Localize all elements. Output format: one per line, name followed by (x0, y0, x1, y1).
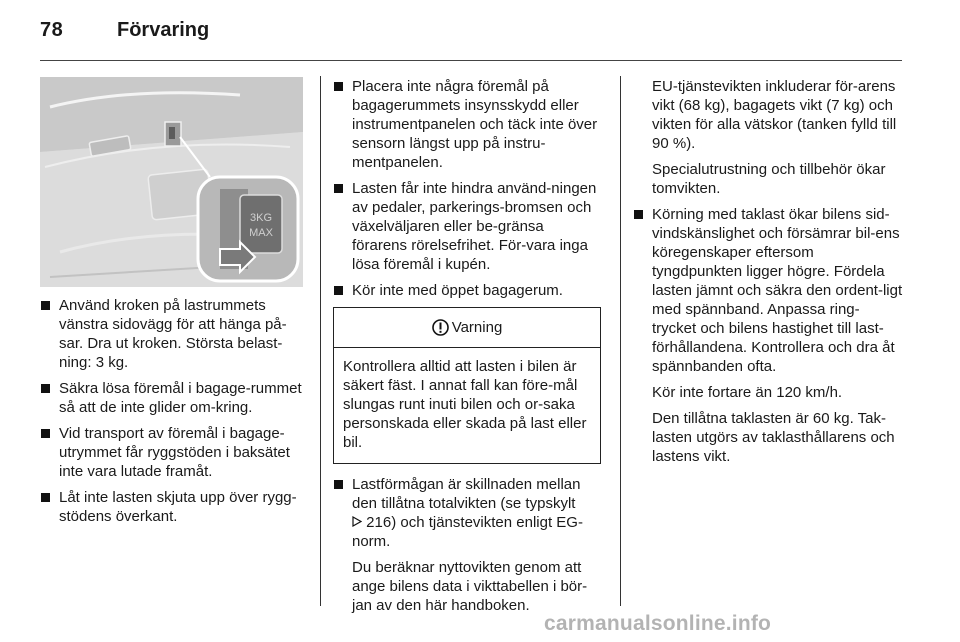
bullet-square-icon (41, 384, 50, 393)
list-item: Placera inte några föremål på bagagerummets insynsskydd eller instrumentpanelen och täck inte över sensorn längst upp på instru-mentpanelen. (333, 77, 601, 172)
middle-bullet-list-2 (333, 475, 601, 615)
luggage-hook-illustration (40, 77, 303, 287)
list-item: Vid transport av föremål i bagage-utrymmet får ryggstöden i baksätet inte vara lutade framåt. (40, 424, 308, 481)
bullet-square-icon (334, 184, 343, 193)
bullet-square-icon (41, 301, 50, 310)
column-divider (620, 76, 621, 606)
column-divider (320, 76, 321, 606)
bullet-square-icon (334, 286, 343, 295)
page-reference-link[interactable]: 216 (366, 514, 392, 531)
list-item: Säkra lösa föremål i bagage-rummet så att de inte glider om-kring. (40, 379, 308, 417)
hook-label-weight: 3KG (249, 212, 273, 224)
bullet-square-icon (41, 429, 50, 438)
list-item: Låt inte lasten skjuta upp över rygg-stödens överkant. (40, 488, 308, 526)
watermark: carmanualsonline.info (544, 612, 772, 635)
hook-label-max: MAX (249, 227, 273, 239)
middle-column (333, 77, 601, 622)
list-item: Körning med taklast ökar bilens sid-vindskänslighet och försämrar bil-ens köregenskaper eftersom tyngdpunkten ligger högre. Fördela lasten jämnt och säkra den ordent-ligt med spännband. Anpassa ring-trycket och bilens hastighet till last-förhållandena. Kontrollera och dra åt spännbanden ofta. Kör inte fortare än 120 km/h. Den tillåtna taklasten är 60 kg. Tak-lasten utgörs av taklasthållarens och lastens vikt. (633, 205, 903, 466)
warning-box (333, 307, 601, 464)
middle-bullet-list (333, 77, 601, 300)
bullet-square-icon (334, 480, 343, 489)
warning-icon (432, 319, 449, 336)
page-title: Förvaring (117, 19, 210, 41)
load-subparagraph: Du beräknar nyttovikten genom att ange bilens data i vikttabellen i bör-jan av den här handboken. (352, 559, 588, 614)
right-bullet-list (633, 205, 903, 466)
warning-text: Kontrollera alltid att lasten i bilen är säkert fäst. I annat fall kan före-mål slungas runt inuti bilen och or-saka personskada eller skada på last eller bil. (343, 358, 587, 451)
list-item: Lastförmågan är skillnaden mellan den tillåtna totalvikten (se typskylt 216) och tjänstevikten enligt EG-norm. Du beräknar nyttovikten genom att ange bilens data i vikttabellen i bör-jan av den här handboken. (333, 475, 601, 615)
page-reference-icon (352, 516, 362, 527)
bullet-square-icon (334, 82, 343, 91)
warning-header (334, 308, 600, 348)
header-rule (40, 60, 902, 61)
list-item: Kör inte med öppet bagagerum. (333, 281, 601, 300)
cargo-area-drawing (40, 77, 303, 287)
paragraph: Specialutrustning och tillbehör ökar tomvikten. (652, 161, 886, 197)
bullet-square-icon (41, 493, 50, 502)
bullet-square-icon (634, 210, 643, 219)
right-column (633, 77, 903, 473)
warning-title: Varning (451, 319, 503, 336)
list-item: Lasten får inte hindra använd-ningen av pedaler, parkerings-bromsen och växelväljaren eller be-gränsa förarens rörelsefrihet. För-vara inga lösa föremål i kupén. (333, 179, 601, 274)
left-bullet-list (40, 296, 308, 526)
paragraph: EU-tjänstevikten inkluderar för-arens vikt (68 kg), bagagets vikt (7 kg) och vikten för alla vätskor (tanken fylld till 90 %). (652, 78, 897, 152)
list-item: Använd kroken på lastrummets vänstra sidovägg för att hänga på-sar. Dra ut kroken. Största belast-ning: 3 kg. (40, 296, 308, 372)
page-number: 78 (40, 19, 64, 41)
left-column (40, 296, 308, 533)
